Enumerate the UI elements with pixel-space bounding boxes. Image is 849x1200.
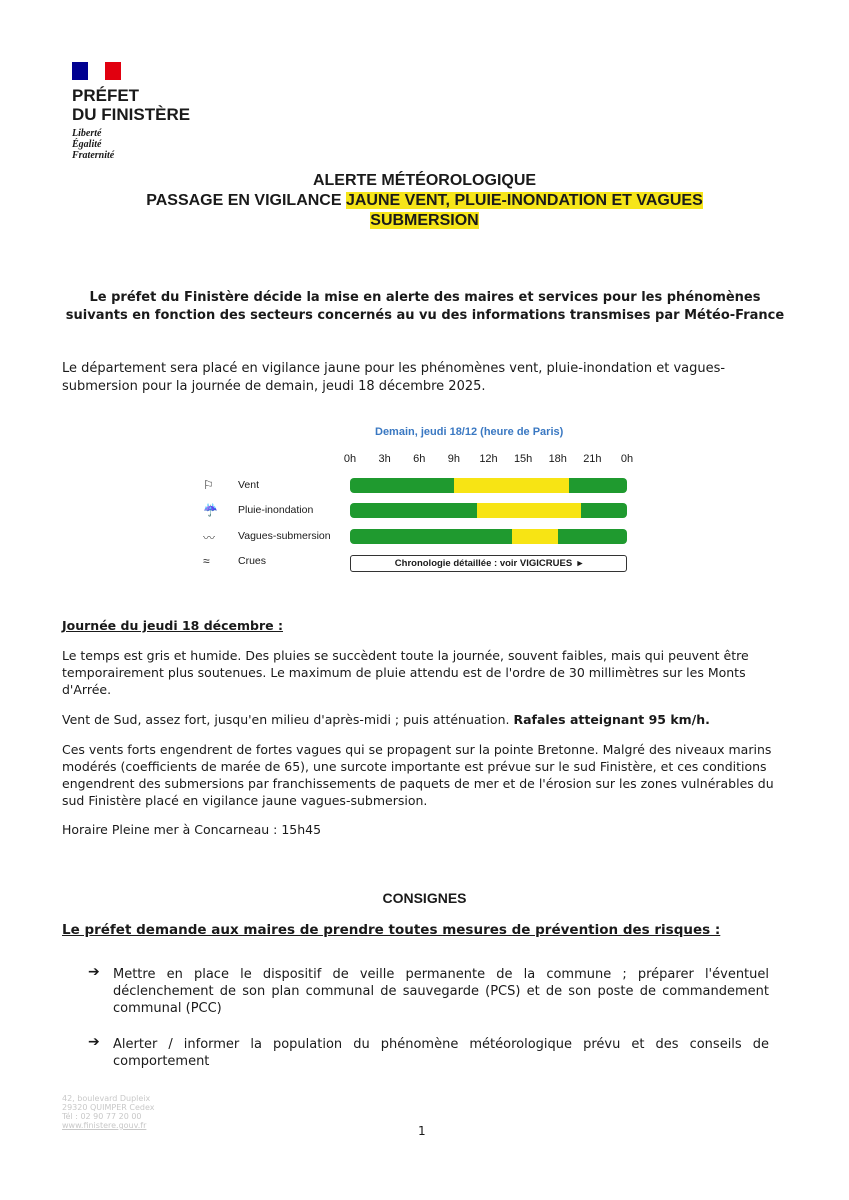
vigilance-prefix: PASSAGE EN VIGILANCE [146,192,346,209]
footer-website-link[interactable]: www.finistere.gouv.fr [62,1121,147,1130]
page-number: 1 [418,1124,426,1138]
wave-submersion-icon: 〰 [203,531,216,545]
footer-city: 29320 QUIMPER Cedex [62,1103,155,1112]
play-arrow-icon: ▸ [577,558,583,569]
vigilance-bar-vent [350,478,627,493]
chart-title: Demain, jeudi 18/12 (heure de Paris) [375,426,564,438]
windsock-icon: ⚐ [203,478,214,492]
vigilance-highlight: JAUNE VENT, PLUIE-INONDATION ET VAGUES [345,192,703,209]
republic-flag-logo [72,62,121,80]
tick-label: 3h [378,453,391,465]
footer-street: 42, boulevard Dupleix [62,1094,151,1103]
consigne-item: Alerter / informer la population du phénomène météorologique prévu et des conseils de comportement [113,1037,769,1069]
flood-waves-icon: ≈ [203,554,210,568]
arrow-icon: ➔ [88,1034,100,1050]
motto-egalite: Égalité [72,139,102,150]
tide-paragraph: Horaire Pleine mer à Concarneau : 15h45 [62,822,322,837]
yellow-vigilance-segment [512,529,558,544]
vigilance-bar-vagues-submersion [350,529,627,544]
vigilance-title [0,191,849,210]
arrow-icon: ➔ [88,964,100,980]
row-label: Crues [238,555,267,567]
waves-paragraph: Ces vents forts engendrent de fortes vagues qui se propagent sur la pointe Bretonne. Malgré des niveaux marins modérés (coefficients de marée de 65), une surcote importante est prévue sur le sud Finistère, et ces conditions engendrent des submersions par franchissements de paquets de mer et de l'érosion sur les zones vulnérables du sud Finistère placé en vigilance jaune vagues-submersion. [62,742,774,808]
summary-paragraph: Le département sera placé en vigilance jaune pour les phénomènes vent, pluie-inondation et vagues-submersion pour la journée de demain, jeudi 18 décembre 2025. [62,361,726,394]
footer-phone: Tél : 02 90 77 20 00 [62,1112,142,1121]
tick-label: 15h [513,453,533,465]
rain-flood-icon: ☔ [203,503,218,517]
consigne-item: Mettre en place le dispositif de veille permanente de la commune ; préparer l'éventuel déclenchement de son plan communal de sauvegarde (PCS) et de son poste de commandement communal (PCC) [113,967,769,1016]
consignes-heading: CONSIGNES [382,890,467,906]
wind-paragraph [62,711,778,728]
tick-label: 6h [413,453,426,465]
prefecture-brand [72,86,190,124]
vigicrues-link[interactable]: VIGICRUES [519,558,573,569]
tick-label: 0h [343,453,357,465]
tick-label: 18h [548,453,567,465]
weather-paragraph: Le temps est gris et humide. Des pluies se succèdent toute la journée, souvent faibles, mais qui peuvent être temporairement plus soutenues. Le maximum de pluie attendu est de l'ordre de 30 millimètres sur les Monts d'Arrée. [62,648,749,697]
tick-label: 0h [620,453,634,465]
tick-label: 12h [479,453,498,465]
consignes-subheading [62,922,778,939]
consignes-subheading-text: Le préfet demande aux maires de prendre toutes mesures de prévention des risques : [62,922,721,938]
wind-text: Vent de Sud, assez fort, jusqu'en milieu d'après-midi ; puis atténuation. [62,712,514,727]
yellow-vigilance-segment [477,503,581,518]
day-heading [62,617,778,634]
tick-label: 21h [583,453,602,465]
vigicrues-link-button[interactable] [350,555,627,572]
row-label: Pluie-inondation [238,504,314,516]
vigilance-timeline-chart [190,420,640,580]
row-label: Vagues-submersion [238,530,331,542]
yellow-vigilance-segment [454,478,569,493]
brand-line2: DU FINISTÈRE [72,105,191,124]
vigilance-highlight-2: SUBMERSION [370,212,479,229]
footer-address [62,1094,155,1130]
row-label: Vent [238,479,260,491]
motto [72,128,114,161]
brand-line1: PRÉFET [72,86,140,105]
day-heading-text: Journée du jeudi 18 décembre : [62,618,283,633]
motto-fraternite: Fraternité [72,150,115,161]
vigilance-title-line2 [0,211,849,230]
motto-liberte: Liberté [72,128,102,139]
gusts-text: Rafales atteignant 95 km/h. [513,712,710,727]
alert-title: ALERTE MÉTÉOROLOGIQUE [312,172,537,189]
tick-label: 9h [447,453,460,465]
vigilance-bar-pluie-inondation [350,503,627,518]
intro-paragraph: Le préfet du Finistère décide la mise en alerte des maires et services pour les phénomènes suivants en fonction des secteurs concernés au vu des informations transmises par Météo-France [65,290,785,323]
crues-note: Chronologie détaillée : voir [394,558,518,569]
